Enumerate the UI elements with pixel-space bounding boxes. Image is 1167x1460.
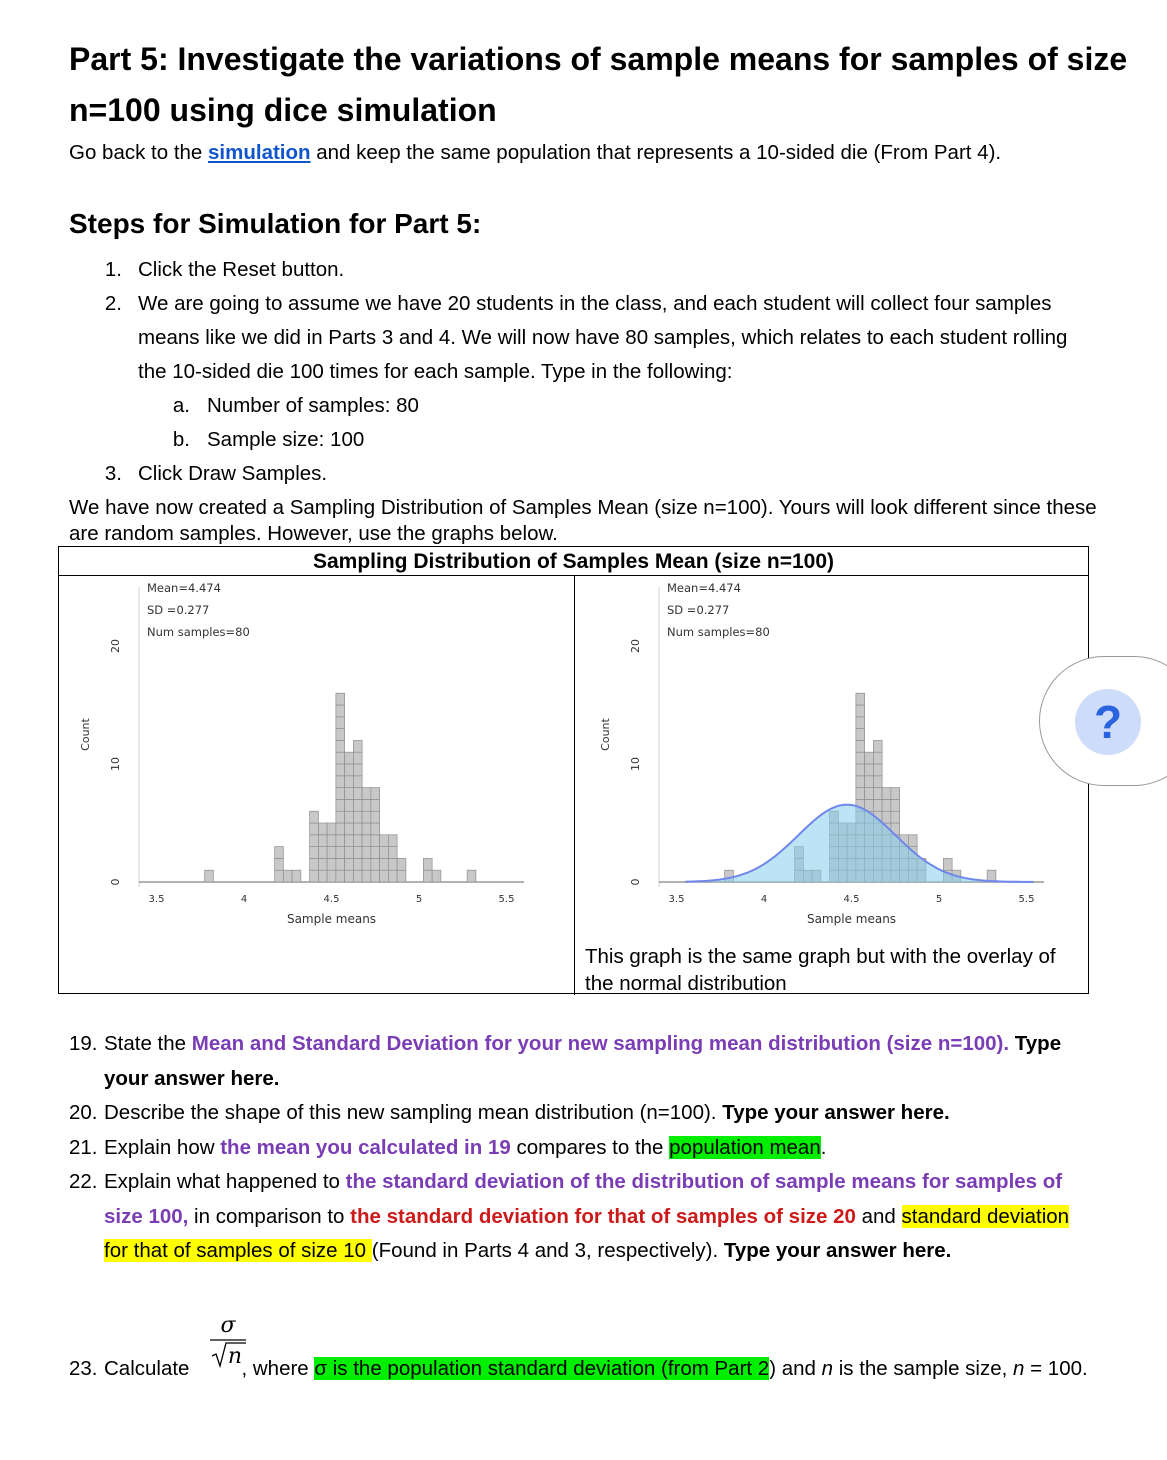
count-box bbox=[873, 764, 882, 776]
count-box bbox=[380, 847, 389, 859]
count-box bbox=[371, 870, 380, 882]
count-box bbox=[380, 835, 389, 847]
count-box bbox=[345, 870, 354, 882]
count-box bbox=[336, 858, 345, 870]
count-box bbox=[397, 870, 406, 882]
normal-curve-area bbox=[685, 805, 1033, 882]
y-tick-label: 0 bbox=[629, 878, 642, 886]
intro-paragraph: Go back to the simulation and keep the same population that represents a 10-sided die (From Part 4). bbox=[69, 141, 1002, 164]
count-box bbox=[353, 788, 362, 800]
count-box bbox=[345, 764, 354, 776]
histogram-bar-5.3 bbox=[467, 870, 476, 882]
count-box bbox=[891, 799, 900, 811]
count-box bbox=[353, 764, 362, 776]
count-box bbox=[345, 776, 354, 788]
count-box bbox=[336, 776, 345, 788]
count-box bbox=[388, 835, 397, 847]
histogram-bar-3.8 bbox=[205, 870, 214, 882]
count-box bbox=[873, 740, 882, 752]
table-title: Sampling Distribution of Samples Mean (size n=100) bbox=[59, 547, 1088, 576]
x-tick-label: 4 bbox=[240, 894, 248, 905]
count-box bbox=[336, 764, 345, 776]
count-box bbox=[865, 752, 874, 764]
x-tick-label: 5.5 bbox=[498, 894, 515, 905]
histogram-bar-4.9 bbox=[397, 858, 406, 882]
count-box bbox=[345, 835, 354, 847]
formula-denominator: n bbox=[227, 1344, 243, 1369]
count-box bbox=[275, 870, 284, 882]
count-box bbox=[310, 858, 319, 870]
count-box bbox=[336, 717, 345, 729]
count-box bbox=[856, 729, 865, 741]
question-19: State the Mean and Standard Deviation for your new sampling mean distribution (size n=100). Type your answer here. bbox=[104, 1032, 1062, 1090]
count-box bbox=[327, 823, 336, 835]
count-box bbox=[310, 823, 319, 835]
count-box bbox=[362, 858, 371, 870]
count-box bbox=[353, 858, 362, 870]
formula-numerator: σ bbox=[220, 1313, 236, 1338]
count-box bbox=[336, 752, 345, 764]
stats-line: Num samples=80 bbox=[147, 625, 250, 639]
count-box bbox=[371, 788, 380, 800]
q23-number: 23. bbox=[69, 1357, 98, 1380]
count-box bbox=[327, 858, 336, 870]
count-box bbox=[362, 835, 371, 847]
x-tick-label: 5 bbox=[935, 894, 943, 905]
x-axis-label: Sample means bbox=[806, 912, 897, 926]
count-box bbox=[327, 847, 336, 859]
count-box bbox=[891, 811, 900, 823]
count-box bbox=[873, 776, 882, 788]
count-box bbox=[380, 870, 389, 882]
count-box bbox=[362, 811, 371, 823]
y-tick-label: 10 bbox=[629, 757, 642, 771]
q20-number: 20. bbox=[69, 1101, 98, 1124]
count-box bbox=[336, 847, 345, 859]
count-box bbox=[856, 740, 865, 752]
count-box bbox=[362, 870, 371, 882]
stats-line: Mean=4.474 bbox=[667, 581, 741, 595]
count-box bbox=[353, 870, 362, 882]
count-box bbox=[310, 870, 319, 882]
count-box bbox=[336, 705, 345, 717]
count-box bbox=[353, 799, 362, 811]
histogram-bar-4.7 bbox=[362, 788, 371, 882]
answer-prompt[interactable]: Type your answer here. bbox=[722, 1101, 950, 1124]
answer-prompt[interactable]: Type your answer here. bbox=[723, 1239, 952, 1262]
count-box bbox=[362, 788, 371, 800]
y-axis-label: Count bbox=[599, 718, 612, 751]
x-tick-label: 3.5 bbox=[668, 894, 685, 905]
count-box bbox=[371, 823, 380, 835]
column-divider bbox=[574, 575, 575, 995]
help-button[interactable]: ? bbox=[1075, 689, 1141, 755]
question-22: Explain what happened to the standard deviation of the distribution of sample means for samples of size 100, in comparison to the standard deviation for that of samples of size 20 and standard deviation for that of samples of size 10 (Found in Parts 4 and 3, respectively). Type your answer here. bbox=[104, 1170, 1070, 1262]
count-box bbox=[353, 740, 362, 752]
y-axis-label: Count bbox=[79, 718, 92, 751]
count-box bbox=[345, 788, 354, 800]
count-box bbox=[856, 717, 865, 729]
histogram-bar-4.65 bbox=[353, 740, 362, 882]
histogram-bar-4.45 bbox=[318, 823, 327, 882]
count-box bbox=[292, 870, 301, 882]
count-box bbox=[345, 799, 354, 811]
count-box bbox=[873, 788, 882, 800]
page-heading: Part 5: Investigate the variations of sample means for samples of size n=100 using dice simulation bbox=[69, 41, 1128, 128]
stats-line: Mean=4.474 bbox=[147, 581, 221, 595]
histogram-bar-4.8 bbox=[380, 835, 389, 882]
count-box bbox=[336, 799, 345, 811]
count-box bbox=[353, 776, 362, 788]
count-box bbox=[882, 799, 891, 811]
count-box bbox=[865, 776, 874, 788]
count-box bbox=[371, 835, 380, 847]
count-box bbox=[318, 847, 327, 859]
results-paragraph: We have now created a Sampling Distribution of Samples Mean (size n=100). Yours will look different since these are random samples. However, use the graphs below. bbox=[69, 496, 1097, 545]
count-box bbox=[856, 693, 865, 705]
count-box bbox=[205, 870, 214, 882]
histogram-bar-5.1 bbox=[432, 870, 441, 882]
y-tick-label: 20 bbox=[109, 639, 122, 653]
count-box bbox=[873, 752, 882, 764]
stats-line: Num samples=80 bbox=[667, 625, 770, 639]
count-box bbox=[467, 870, 476, 882]
sigma-over-root-n-formula bbox=[208, 1310, 248, 1370]
histogram-bar-4.3 bbox=[292, 870, 301, 882]
histogram-bar-4.85 bbox=[388, 835, 397, 882]
histogram-chart bbox=[69, 577, 564, 937]
y-tick-label: 20 bbox=[629, 639, 642, 653]
count-box bbox=[353, 823, 362, 835]
histogram-bar-4.6 bbox=[345, 752, 354, 882]
count-box bbox=[388, 870, 397, 882]
count-box bbox=[856, 776, 865, 788]
question-23: Calculate , where σ is the population standard deviation (from Part 2) and n is the sample size, n = 100. bbox=[104, 1357, 1088, 1380]
count-box bbox=[362, 823, 371, 835]
count-box bbox=[423, 858, 432, 870]
histogram-bar-4.75 bbox=[371, 788, 380, 882]
count-box bbox=[891, 788, 900, 800]
y-tick-label: 0 bbox=[109, 878, 122, 886]
count-box bbox=[432, 870, 441, 882]
graphs-table bbox=[58, 546, 1089, 994]
count-box bbox=[388, 847, 397, 859]
count-box bbox=[275, 858, 284, 870]
count-box bbox=[336, 835, 345, 847]
x-tick-label: 5.5 bbox=[1018, 894, 1035, 905]
count-box bbox=[380, 858, 389, 870]
y-tick-label: 10 bbox=[109, 757, 122, 771]
count-box bbox=[318, 858, 327, 870]
x-tick-label: 3.5 bbox=[148, 894, 165, 905]
count-box bbox=[371, 858, 380, 870]
count-box bbox=[336, 823, 345, 835]
count-box bbox=[865, 764, 874, 776]
histogram-normal-overlay-chart bbox=[589, 577, 1084, 937]
count-box bbox=[310, 835, 319, 847]
count-box bbox=[275, 847, 284, 859]
steps-heading: Steps for Simulation for Part 5: bbox=[69, 208, 482, 239]
simulation-link[interactable]: simulation bbox=[208, 141, 311, 164]
count-box bbox=[336, 788, 345, 800]
count-box bbox=[371, 799, 380, 811]
count-box bbox=[943, 858, 952, 870]
q22-number: 22. bbox=[69, 1170, 98, 1193]
count-box bbox=[353, 752, 362, 764]
count-box bbox=[327, 870, 336, 882]
x-tick-label: 5 bbox=[415, 894, 423, 905]
count-box bbox=[856, 752, 865, 764]
help-widget[interactable] bbox=[1039, 656, 1167, 786]
x-axis-label: Sample means bbox=[286, 912, 377, 926]
count-box bbox=[353, 835, 362, 847]
count-box bbox=[397, 858, 406, 870]
q21-number: 21. bbox=[69, 1135, 98, 1159]
count-box bbox=[318, 835, 327, 847]
count-box bbox=[310, 847, 319, 859]
count-box bbox=[873, 799, 882, 811]
count-box bbox=[310, 811, 319, 823]
answer-prompt[interactable]: Type your answer here. bbox=[104, 1032, 1062, 1090]
count-box bbox=[336, 729, 345, 741]
count-box bbox=[362, 847, 371, 859]
x-tick-label: 4.5 bbox=[323, 894, 340, 905]
count-box bbox=[353, 847, 362, 859]
count-box bbox=[856, 764, 865, 776]
histogram-bar-4.5 bbox=[327, 823, 336, 882]
overlay-caption: This graph is the same graph but with the overlay of the normal distribution bbox=[585, 945, 1056, 995]
count-box bbox=[865, 788, 874, 800]
count-box bbox=[362, 799, 371, 811]
count-box bbox=[856, 788, 865, 800]
count-box bbox=[388, 858, 397, 870]
count-box bbox=[856, 705, 865, 717]
count-box bbox=[882, 788, 891, 800]
count-box bbox=[336, 740, 345, 752]
count-box bbox=[882, 811, 891, 823]
count-box bbox=[371, 811, 380, 823]
histogram-bar-4.55 bbox=[336, 693, 345, 882]
question-20: Describe the shape of this new sampling mean distribution (n=100). Type your answer here. bbox=[104, 1101, 950, 1124]
histogram-bar-5.05 bbox=[423, 858, 432, 882]
count-box bbox=[318, 870, 327, 882]
count-box bbox=[345, 847, 354, 859]
histogram-bar-4.4 bbox=[310, 811, 319, 882]
stats-line: SD =0.277 bbox=[147, 603, 210, 617]
count-box bbox=[318, 823, 327, 835]
count-box bbox=[371, 847, 380, 859]
count-box bbox=[423, 870, 432, 882]
x-tick-label: 4 bbox=[760, 894, 768, 905]
histogram-bar-4.2 bbox=[275, 847, 284, 882]
histogram-bar-4.25 bbox=[283, 870, 292, 882]
q19-number: 19. bbox=[69, 1032, 98, 1055]
count-box bbox=[336, 811, 345, 823]
question-21: Explain how the mean you calculated in 19 compares to the population mean. bbox=[104, 1135, 827, 1159]
count-box bbox=[327, 835, 336, 847]
count-box bbox=[336, 870, 345, 882]
count-box bbox=[345, 752, 354, 764]
stats-line: SD =0.277 bbox=[667, 603, 730, 617]
count-box bbox=[908, 835, 917, 847]
count-box bbox=[353, 811, 362, 823]
x-tick-label: 4.5 bbox=[843, 894, 860, 905]
count-box bbox=[336, 693, 345, 705]
count-box bbox=[283, 870, 292, 882]
count-box bbox=[345, 858, 354, 870]
count-box bbox=[345, 811, 354, 823]
count-box bbox=[345, 823, 354, 835]
